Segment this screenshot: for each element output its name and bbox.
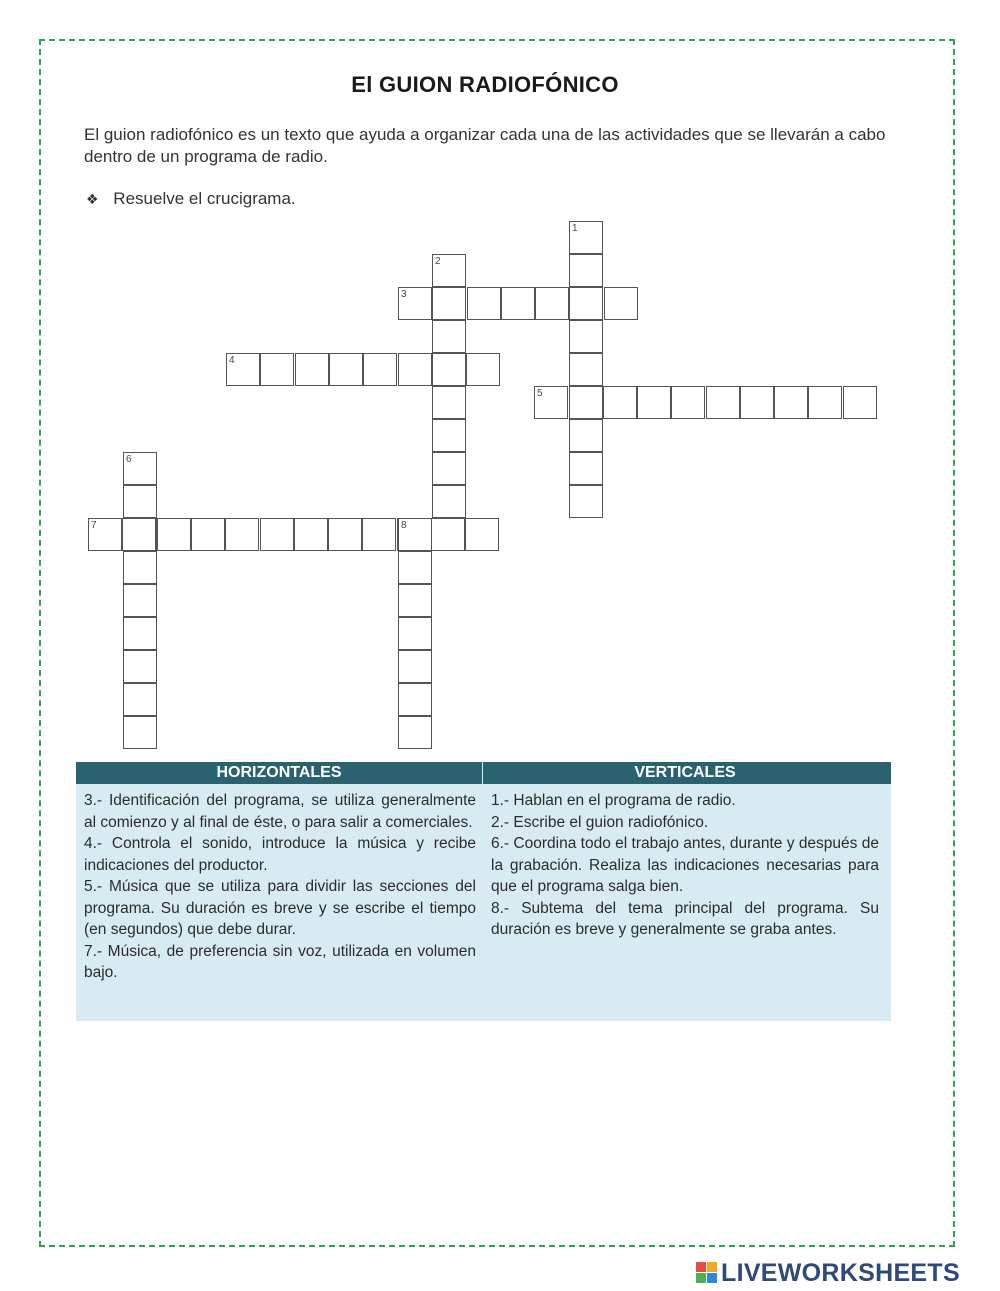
page-title: El GUION RADIOFÓNICO [351, 72, 619, 97]
clue-number: 7 [91, 520, 97, 531]
crossword-cell[interactable] [432, 320, 466, 353]
crossword-cell[interactable] [534, 386, 568, 419]
clue-number: 8 [401, 520, 407, 531]
crossword-cell[interactable] [226, 353, 260, 386]
bullet-icon: ❖ [86, 191, 99, 207]
clue-number: 2 [435, 256, 441, 267]
instruction-text: Resuelve el crucigrama. [113, 189, 296, 208]
crossword-cell[interactable] [88, 518, 122, 551]
clue-vertical-1: 1.- Hablan en el programa de radio. [491, 792, 736, 809]
crossword-cell[interactable] [569, 353, 603, 386]
clue-number: 5 [537, 388, 543, 399]
crossword-cell[interactable] [569, 386, 603, 419]
horizontal-heading: HORIZONTALES [216, 764, 342, 781]
header-divider [482, 762, 483, 784]
crossword-cell[interactable] [466, 353, 500, 386]
crossword-cell[interactable] [569, 485, 603, 518]
crossword-cell[interactable] [398, 716, 432, 749]
crossword-cell[interactable] [432, 287, 466, 320]
crossword-cell[interactable] [260, 518, 294, 551]
vertical-heading: VERTICALES [634, 764, 736, 781]
crossword-cell[interactable] [467, 287, 501, 320]
crossword-cell[interactable] [398, 353, 432, 386]
crossword-cell[interactable] [465, 518, 499, 551]
crossword-cell[interactable] [122, 518, 156, 551]
clue-horizontal-3: 3.- Identificación del programa, se utiliza generalmente al comienzo y al final de éste, o para salir a comerciales. [84, 792, 476, 831]
clue-horizontal-7: 7.- Música, de preferencia sin voz, utilizada en volumen bajo. [84, 942, 476, 981]
clue-number: 1 [572, 223, 578, 234]
crossword-cell[interactable] [398, 683, 432, 716]
crossword-cell[interactable] [398, 617, 432, 650]
clue-vertical-6: 6.- Coordina todo el trabajo antes, durante y después de la grabación. Realiza las indicaciones necesarias para que el programa salga bien. [491, 835, 879, 895]
crossword-cell[interactable] [637, 386, 671, 419]
crossword-cell[interactable] [225, 518, 259, 551]
crossword-cell[interactable] [431, 518, 465, 551]
crossword-cell[interactable] [843, 386, 877, 419]
crossword-cell[interactable] [432, 452, 466, 485]
crossword-cell[interactable] [604, 287, 638, 320]
crossword-cell[interactable] [398, 287, 432, 320]
crossword-cell[interactable] [432, 419, 466, 452]
crossword-cell[interactable] [671, 386, 705, 419]
crossword-cell[interactable] [569, 287, 603, 320]
crossword-cell[interactable] [740, 386, 774, 419]
logo-square [696, 1273, 706, 1283]
intro-paragraph: El guion radiofónico es un texto que ayuda a organizar cada una de las actividades que se llevarán a cabo dentro de un programa de radio. [84, 125, 886, 166]
crossword-cell[interactable] [569, 320, 603, 353]
crossword-cell[interactable] [123, 452, 157, 485]
crossword-cell[interactable] [432, 353, 466, 386]
logo-icon [696, 1262, 718, 1284]
clue-vertical-2: 2.- Escribe el guion radiofónico. [491, 813, 709, 831]
crossword-cell[interactable] [501, 287, 535, 320]
crossword-cell[interactable] [157, 518, 191, 551]
crossword-cell[interactable] [432, 254, 466, 287]
crossword-cell[interactable] [569, 221, 603, 254]
clue-number: 3 [401, 289, 407, 300]
crossword-cell[interactable] [398, 584, 432, 617]
crossword-cell[interactable] [432, 386, 466, 419]
crossword-cell[interactable] [123, 551, 157, 584]
crossword-cell[interactable] [603, 386, 637, 419]
crossword-cell[interactable] [569, 452, 603, 485]
crossword-cell[interactable] [123, 716, 157, 749]
clue-horizontal-5: 5.- Música que se utiliza para dividir las secciones del programa. Su duración es breve y se escribe el tiempo (en segundos) que debe durar. [84, 878, 476, 938]
crossword-cell[interactable] [123, 485, 157, 518]
clue-horizontal-4: 4.- Controla el sonido, introduce la música y recibe indicaciones del productor. [84, 835, 476, 874]
crossword-cell[interactable] [362, 518, 396, 551]
clue-number: 4 [229, 355, 235, 366]
crossword-cell[interactable] [398, 518, 432, 551]
logo-text: LIVEWORKSHEETS [721, 1258, 960, 1287]
crossword-cell[interactable] [774, 386, 808, 419]
crossword-cell[interactable] [808, 386, 842, 419]
crossword-cell[interactable] [329, 353, 363, 386]
logo-square [696, 1262, 706, 1272]
crossword-cell[interactable] [123, 584, 157, 617]
crossword-cell[interactable] [123, 683, 157, 716]
crossword-cell[interactable] [123, 650, 157, 683]
crossword-cell[interactable] [191, 518, 225, 551]
crossword-cell[interactable] [363, 353, 397, 386]
crossword-cell[interactable] [706, 386, 740, 419]
crossword-cell[interactable] [295, 353, 329, 386]
clues-table [76, 762, 891, 1021]
crossword-cell[interactable] [398, 650, 432, 683]
crossword-cell[interactable] [398, 551, 432, 584]
crossword-cell[interactable] [123, 617, 157, 650]
liveworksheets-logo [696, 1258, 960, 1288]
crossword-cell[interactable] [328, 518, 362, 551]
crossword-cell[interactable] [432, 485, 466, 518]
horizontal-clues [84, 790, 476, 984]
clues-header [76, 762, 891, 784]
clue-number: 6 [126, 454, 132, 465]
crossword-cell[interactable] [535, 287, 569, 320]
crossword-cell[interactable] [294, 518, 328, 551]
logo-square [707, 1273, 717, 1283]
clue-vertical-8: 8.- Subtema del tema principal del programa. Su duración es breve y generalmente se graba antes. [491, 899, 879, 938]
vertical-clues [491, 790, 879, 941]
crossword-cell[interactable] [569, 254, 603, 287]
logo-square [707, 1262, 717, 1272]
crossword-cell[interactable] [260, 353, 294, 386]
crossword-cell[interactable] [569, 419, 603, 452]
